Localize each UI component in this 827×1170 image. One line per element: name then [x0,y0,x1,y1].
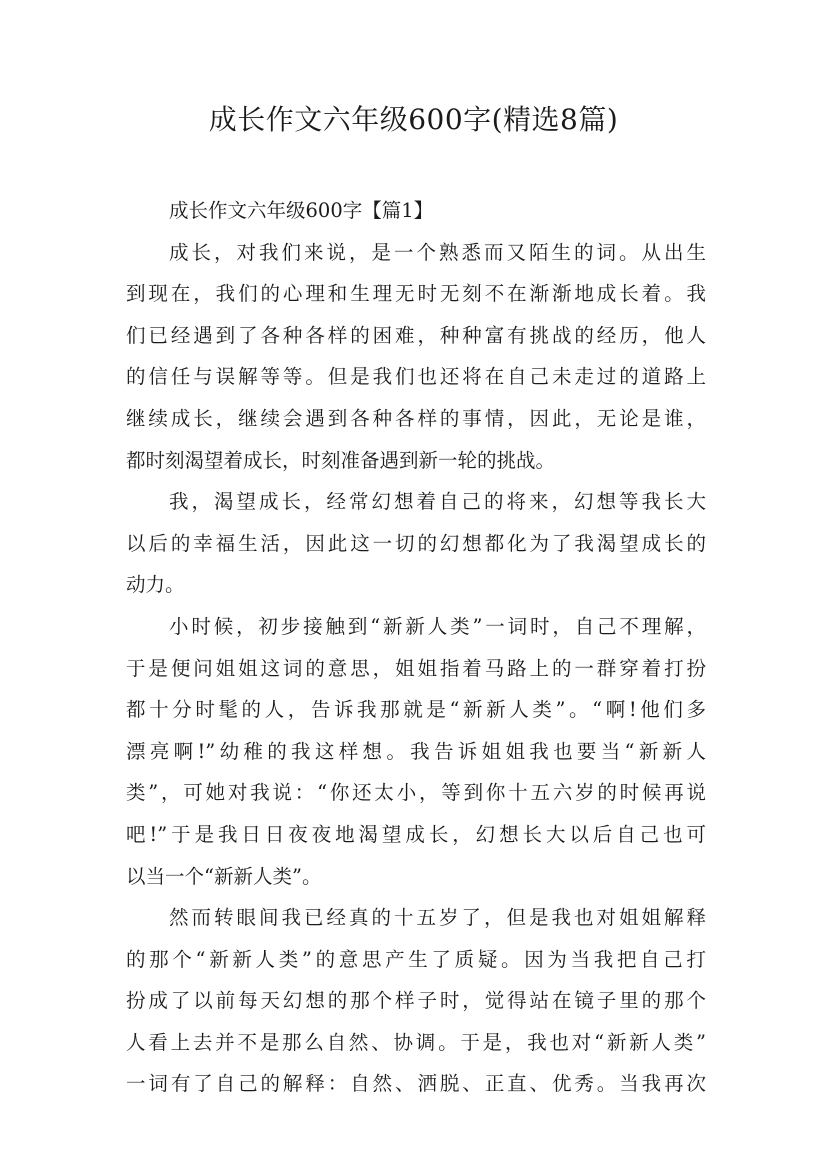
paragraph-line: 一词有了自己的解释：自然、洒脱、正直、优秀。当我再次 [126,1072,706,1096]
paragraph-4 [126,897,706,1105]
paragraph-line: 小时候，初步接触到“新新人类”一词时，自己不理解， [169,614,706,638]
paragraph-line: 然而转眼间我已经真的十五岁了，但是我也对姐姐解释 [169,906,706,930]
paragraph-3 [126,606,706,897]
paragraph-line: 扮成了以前每天幻想的那个样子时，觉得站在镜子里的那个 [126,989,706,1013]
paragraph-line: 都十分时髦的人，告诉我那就是“新新人类”。“啊!他们多 [126,698,706,722]
paragraph-line: 继续成长，继续会遇到各种各样的事情，因此，无论是谁， [126,406,706,430]
paragraph-line: 以当一个“新新人类”。 [126,864,322,888]
paragraph-line: 动力。 [126,573,185,597]
paragraph-line: 类”，可她对我说：“你还太小，等到你十五六岁的时候再说 [126,781,706,805]
paragraph-2 [126,481,706,606]
paragraph-line: 的那个“新新人类”的意思产生了质疑。因为当我把自己打 [126,947,706,971]
paragraph-line: 到现在，我们的心理和生理无时无刻不在渐渐地成长着。我 [126,282,706,306]
paragraph-line: 的信任与误解等等。但是我们也还将在自己未走过的道路上 [126,365,706,389]
section-heading: 成长作文六年级600字【篇1】 [169,199,434,222]
paragraph-line: 于是便问姐姐这词的意思，姐姐指着马路上的一群穿着打扮 [126,656,706,680]
paragraph-line: 以后的幸福生活，因此这一切的幻想都化为了我渴望成长的 [126,531,706,555]
article-body [126,190,706,1105]
paragraph-line: 们已经遇到了各种各样的困难，种种富有挑战的经历，他人 [126,323,706,347]
paragraph-line: 漂亮啊!”幼稚的我这样想。我告诉姐姐我也要当“新新人 [126,739,706,763]
paragraph-line: 都时刻渴望着成长，时刻准备遇到新一轮的挑战。 [126,448,556,472]
paragraph-line: 我，渴望成长，经常幻想着自己的将来，幻想等我长大 [169,490,706,514]
paragraph-1 [126,232,706,482]
paragraph-line: 成长，对我们来说，是一个熟悉而又陌生的词。从出生 [169,240,706,264]
paragraph-line: 吧!”于是我日日夜夜地渴望成长，幻想长大以后自己也可 [126,822,706,846]
document-title: 成长作文六年级600字(精选8篇) [208,103,619,136]
paragraph-line: 人看上去并不是那么自然、协调。于是，我也对“新新人类” [126,1030,706,1054]
